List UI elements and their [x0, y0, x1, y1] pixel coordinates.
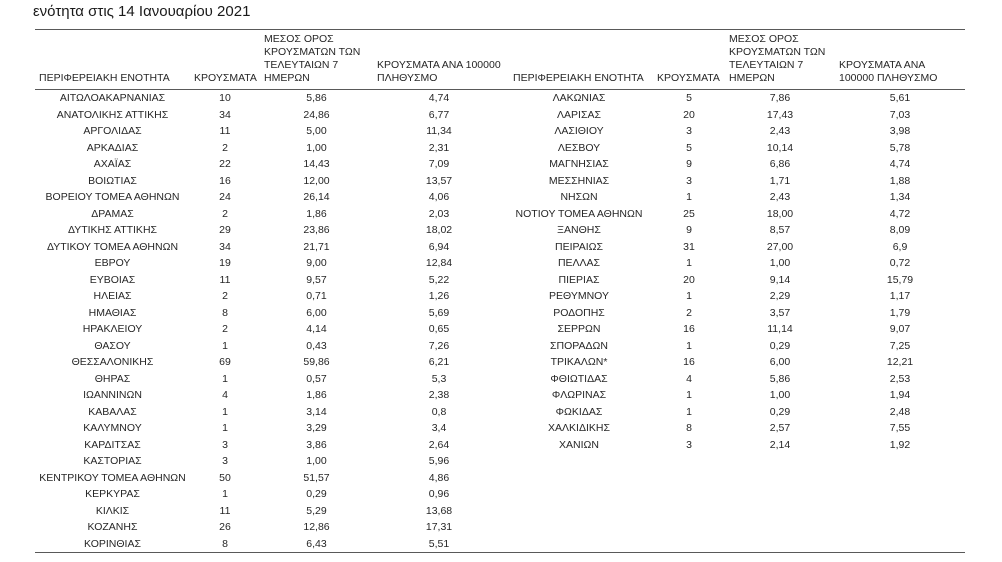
value-cell: 2,53 [889, 372, 911, 385]
region-name-cell [505, 536, 653, 553]
region-name-cell: ΑΧΑΪΑΣ [93, 158, 132, 170]
value-cell: 1,00 [306, 455, 327, 467]
value-cell [725, 536, 835, 553]
value-cell: 11 [219, 504, 231, 517]
value-cell: 4,06 [428, 191, 450, 203]
table-row [35, 420, 965, 437]
value-cell: 7,03 [889, 108, 911, 121]
value-cell: 10 [219, 92, 231, 104]
region-name-cell: ΚΑΡΔΙΤΣΑΣ [84, 438, 141, 451]
value-cell: 7,25 [889, 339, 911, 352]
value-cell: 11 [219, 273, 231, 286]
value-cell: 5,3 [431, 372, 447, 385]
value-cell: 5 [686, 141, 692, 154]
region-name-cell: ΔΥΤΙΚΟΥ ΤΟΜΕΑ ΑΘΗΝΩΝ [46, 240, 179, 253]
column-header: ΚΡΟΥΣΜΑΤΑ [190, 30, 260, 90]
value-cell: 2,29 [769, 290, 791, 302]
value-cell: 50 [219, 471, 231, 484]
column-header: ΜΕΣΟΣ ΟΡΟΣ ΚΡΟΥΣΜΑΤΩΝ ΤΩΝ ΤΕΛΕΥΤΑΙΩΝ 7 ΗΜΕΡΩΝ [260, 30, 373, 90]
region-name-cell: ΗΛΕΙΑΣ [93, 290, 132, 302]
value-cell: 5,51 [428, 537, 450, 550]
region-name-cell: ΘΑΣΟΥ [94, 339, 131, 352]
value-cell: 5,00 [306, 125, 327, 137]
table-row [35, 173, 965, 190]
value-cell: 2,31 [428, 141, 450, 154]
region-name-cell: ΗΡΑΚΛΕΙΟΥ [82, 323, 143, 335]
value-cell [653, 536, 725, 553]
value-cell: 4,74 [889, 158, 911, 170]
value-cell: 4,14 [306, 323, 327, 335]
value-cell: 2,43 [769, 125, 791, 137]
region-name-cell: ΑΡΚΑΔΙΑΣ [86, 141, 139, 154]
value-cell [835, 519, 965, 536]
value-cell: 3,86 [306, 438, 327, 451]
value-cell: 12,84 [425, 257, 453, 269]
region-name-cell: ΣΠΟΡΑΔΩΝ [550, 339, 608, 352]
value-cell [725, 519, 835, 536]
region-name-cell: ΕΒΡΟΥ [94, 257, 131, 269]
value-cell: 34 [219, 108, 231, 121]
value-cell: 7,26 [428, 339, 450, 352]
region-name-cell: ΑΙΤΩΛΟΑΚΑΡΝΑΝΙΑΣ [59, 92, 166, 104]
region-name-cell: ΔΥΤΙΚΗΣ ΑΤΤΙΚΗΣ [67, 224, 158, 236]
region-name-cell [505, 470, 653, 487]
value-cell: 6,21 [428, 356, 450, 368]
region-name-cell: ΜΑΓΝΗΣΙΑΣ [549, 158, 609, 170]
table-row [35, 354, 965, 371]
value-cell: 8,57 [769, 224, 791, 236]
value-cell: 2,48 [889, 405, 911, 418]
value-cell [725, 453, 835, 470]
region-name-cell: ΦΩΚΙΔΑΣ [555, 405, 603, 418]
region-name-cell: ΧΑΛΚΙΔΙΚΗΣ [548, 422, 610, 434]
value-cell [835, 453, 965, 470]
value-cell [653, 470, 725, 487]
value-cell: 25 [683, 207, 695, 220]
table-row [35, 255, 965, 272]
value-cell: 1,94 [889, 389, 911, 401]
value-cell: 2 [222, 290, 228, 302]
value-cell: 2 [222, 141, 228, 154]
table-row [35, 503, 965, 520]
value-cell: 11 [219, 125, 231, 137]
value-cell [725, 486, 835, 503]
value-cell: 3 [686, 125, 692, 137]
value-cell: 11,34 [426, 125, 452, 137]
value-cell: 3,57 [769, 306, 791, 319]
region-name-cell: ΣΕΡΡΩΝ [557, 323, 601, 335]
value-cell: 2 [222, 323, 228, 335]
value-cell: 2,64 [428, 438, 450, 451]
region-name-cell: ΞΑΝΘΗΣ [557, 224, 601, 236]
region-name-cell: ΠΙΕΡΙΑΣ [558, 273, 600, 286]
value-cell: 5,22 [428, 273, 450, 286]
value-cell: 59,86 [303, 356, 330, 368]
value-cell: 8 [686, 422, 692, 434]
column-header: ΚΡΟΥΣΜΑΤΑ ΑΝΑ 100000 ΠΛΗΘΥΣΜΟ [373, 30, 505, 90]
value-cell: 2,38 [428, 389, 450, 401]
region-name-cell: ΛΕΣΒΟΥ [557, 141, 601, 154]
value-cell [725, 503, 835, 520]
table-row [35, 239, 965, 256]
value-cell: 31 [683, 240, 695, 253]
value-cell: 1,88 [889, 174, 911, 187]
value-cell: 1 [686, 405, 692, 418]
table-row [35, 123, 965, 140]
value-cell: 15,79 [886, 273, 914, 286]
value-cell: 17,31 [425, 521, 453, 533]
table-row [35, 156, 965, 173]
value-cell: 13,68 [425, 504, 453, 517]
region-name-cell: ΚΕΡΚΥΡΑΣ [85, 488, 140, 500]
value-cell: 1 [222, 488, 228, 500]
value-cell: 9 [686, 224, 692, 236]
value-cell: 12,00 [303, 174, 330, 187]
table-row [35, 404, 965, 421]
region-name-cell: ΦΛΩΡΙΝΑΣ [551, 389, 607, 401]
value-cell: 69 [219, 356, 231, 368]
value-cell: 1,00 [769, 257, 791, 269]
value-cell: 10,14 [766, 141, 794, 154]
value-cell [725, 470, 835, 487]
table-row [35, 387, 965, 404]
value-cell [653, 486, 725, 503]
value-cell: 17,43 [766, 108, 794, 121]
value-cell [835, 486, 965, 503]
region-name-cell: ΗΜΑΘΙΑΣ [88, 306, 137, 319]
value-cell: 13,57 [425, 174, 453, 187]
value-cell: 18,02 [425, 224, 453, 236]
value-cell: 2 [222, 207, 228, 220]
value-cell: 1,17 [889, 290, 911, 302]
value-cell: 9,00 [306, 257, 327, 269]
column-header: ΜΕΣΟΣ ΟΡΟΣ ΚΡΟΥΣΜΑΤΩΝ ΤΩΝ ΤΕΛΕΥΤΑΙΩΝ 7 ΗΜΕΡΩΝ [725, 30, 835, 90]
value-cell: 7,55 [889, 422, 911, 434]
value-cell: 1 [222, 372, 228, 385]
value-cell: 9 [686, 158, 692, 170]
value-cell: 19 [219, 257, 231, 269]
value-cell: 24 [219, 191, 231, 203]
value-cell: 6,86 [769, 158, 791, 170]
value-cell: 5,96 [428, 455, 450, 467]
value-cell: 1,86 [306, 389, 327, 401]
value-cell: 3,98 [889, 125, 911, 137]
value-cell: 3 [222, 438, 228, 451]
value-cell: 20 [683, 273, 695, 286]
table-row [35, 107, 965, 124]
value-cell: 1 [686, 389, 692, 401]
region-name-cell: ΑΡΓΟΛΙΔΑΣ [83, 125, 142, 137]
region-name-cell: ΚΕΝΤΡΙΚΟΥ ΤΟΜΕΑ ΑΘΗΝΩΝ [39, 471, 186, 484]
region-name-cell [505, 503, 653, 520]
table-row [35, 288, 965, 305]
value-cell: 0,65 [428, 323, 450, 335]
table-header-row [35, 30, 965, 90]
value-cell: 51,57 [303, 471, 330, 484]
value-cell: 6,94 [428, 240, 450, 253]
table-row [35, 453, 965, 470]
region-name-cell: ΛΑΡΙΣΑΣ [557, 108, 601, 121]
value-cell: 0,96 [428, 488, 450, 500]
value-cell: 5,29 [306, 504, 327, 517]
column-header: ΚΡΟΥΣΜΑΤΑ ΑΝΑ 100000 ΠΛΗΘΥΣΜΟ [835, 30, 965, 90]
region-name-cell: ΔΡΑΜΑΣ [91, 207, 134, 220]
value-cell: 12,21 [886, 356, 914, 368]
value-cell: 3,14 [306, 405, 327, 418]
value-cell: 4,72 [889, 207, 911, 220]
value-cell: 0,72 [889, 257, 911, 269]
region-name-cell: ΘΕΣΣΑΛΟΝΙΚΗΣ [71, 356, 154, 368]
intro-text: ενότητα στις 14 Ιανουαρίου 2021 [33, 3, 251, 20]
value-cell: 1,26 [428, 290, 450, 302]
region-name-cell: ΚΑΒΑΛΑΣ [88, 405, 137, 418]
value-cell: 26,14 [303, 191, 330, 203]
region-name-cell [505, 519, 653, 536]
value-cell: 9,57 [306, 273, 327, 286]
value-cell: 6,9 [892, 240, 908, 253]
value-cell: 1 [686, 339, 692, 352]
region-name-cell: ΛΑΣΙΘΙΟΥ [554, 125, 604, 137]
value-cell: 3,4 [431, 422, 447, 434]
region-name-cell: ΦΘΙΩΤΙΔΑΣ [550, 372, 608, 385]
column-header: ΠΕΡΙΦΕΡΕΙΑΚΗ ΕΝΟΤΗΤΑ [35, 30, 190, 90]
value-cell: 0,57 [306, 372, 327, 385]
region-name-cell: ΘΗΡΑΣ [94, 372, 131, 385]
region-name-cell [505, 486, 653, 503]
value-cell: 1 [222, 422, 228, 434]
table-row [35, 90, 965, 107]
value-cell: 34 [219, 240, 231, 253]
value-cell: 2,43 [769, 191, 791, 203]
value-cell: 1 [686, 290, 692, 302]
value-cell: 24,86 [303, 108, 330, 121]
regional-cases-table [35, 29, 965, 553]
value-cell: 3,29 [306, 422, 327, 434]
table-row [35, 140, 965, 157]
value-cell: 8 [222, 306, 228, 319]
table-row [35, 519, 965, 536]
region-name-cell: ΒΟΡΕΙΟΥ ΤΟΜΕΑ ΑΘΗΝΩΝ [45, 191, 180, 203]
value-cell: 1 [686, 191, 692, 203]
table-row [35, 536, 965, 553]
value-cell: 4,74 [428, 92, 450, 104]
region-name-cell: ΛΑΚΩΝΙΑΣ [552, 92, 606, 104]
value-cell: 11,14 [767, 323, 793, 335]
table-row [35, 486, 965, 503]
region-name-cell [505, 453, 653, 470]
value-cell: 9,14 [769, 273, 791, 286]
value-cell: 1 [222, 405, 228, 418]
column-header: ΚΡΟΥΣΜΑΤΑ [653, 30, 725, 90]
table-row [35, 272, 965, 289]
value-cell: 1 [222, 339, 228, 352]
value-cell: 29 [219, 224, 231, 236]
value-cell: 8,09 [889, 224, 911, 236]
value-cell: 20 [683, 108, 695, 121]
column-header: ΠΕΡΙΦΕΡΕΙΑΚΗ ΕΝΟΤΗΤΑ [505, 30, 653, 90]
value-cell: 0,29 [769, 339, 791, 352]
region-name-cell: ΚΑΛΥΜΝΟΥ [83, 422, 142, 434]
value-cell: 16 [219, 174, 231, 187]
value-cell: 23,86 [303, 224, 330, 236]
value-cell: 6,00 [306, 306, 327, 319]
value-cell [835, 536, 965, 553]
value-cell: 6,77 [428, 108, 450, 121]
table-row [35, 189, 965, 206]
value-cell: 0,8 [431, 405, 447, 418]
value-cell: 22 [219, 158, 231, 170]
value-cell: 4,86 [428, 471, 450, 484]
value-cell: 6,43 [306, 537, 327, 550]
value-cell: 3 [686, 174, 692, 187]
value-cell: 0,71 [306, 290, 327, 302]
region-name-cell: ΤΡΙΚΑΛΩΝ* [550, 356, 608, 368]
value-cell: 2,57 [769, 422, 791, 434]
value-cell: 4 [686, 372, 692, 385]
value-cell: 0,29 [306, 488, 327, 500]
table-row [35, 470, 965, 487]
value-cell: 27,00 [766, 240, 794, 253]
region-name-cell: ΙΩΑΝΝΙΝΩΝ [83, 389, 142, 401]
value-cell: 1,86 [306, 207, 327, 220]
region-name-cell: ΕΥΒΟΙΑΣ [89, 273, 136, 286]
value-cell: 18,00 [766, 207, 794, 220]
region-name-cell: ΜΕΣΣΗΝΙΑΣ [548, 174, 610, 187]
value-cell: 1,34 [889, 191, 911, 203]
value-cell: 16 [683, 356, 695, 368]
value-cell: 1,71 [769, 174, 791, 187]
region-name-cell: ΝΟΤΙΟΥ ΤΟΜΕΑ ΑΘΗΝΩΝ [515, 207, 643, 220]
region-name-cell: ΚΑΣΤΟΡΙΑΣ [83, 455, 142, 467]
region-name-cell: ΒΟΙΩΤΙΑΣ [88, 174, 137, 187]
value-cell: 5,78 [889, 141, 911, 154]
value-cell: 26 [219, 521, 231, 533]
value-cell: 2 [686, 306, 692, 319]
value-cell: 7,09 [428, 158, 450, 170]
value-cell: 1,92 [889, 438, 911, 451]
value-cell [835, 503, 965, 520]
value-cell: 1,00 [769, 389, 791, 401]
value-cell [653, 453, 725, 470]
region-name-cell: ΡΕΘΥΜΝΟΥ [548, 290, 609, 302]
value-cell: 4 [222, 389, 228, 401]
value-cell: 1,00 [306, 141, 327, 154]
value-cell: 16 [683, 323, 695, 335]
table-row [35, 437, 965, 454]
value-cell [653, 503, 725, 520]
table-row [35, 222, 965, 239]
value-cell: 5,86 [306, 92, 327, 104]
region-name-cell: ΚΟΖΑΝΗΣ [87, 521, 138, 533]
value-cell [835, 470, 965, 487]
table-body [35, 90, 965, 553]
value-cell: 6,00 [769, 356, 791, 368]
value-cell [653, 519, 725, 536]
table-row [35, 371, 965, 388]
region-name-cell: ΑΝΑΤΟΛΙΚΗΣ ΑΤΤΙΚΗΣ [56, 108, 169, 121]
value-cell: 3 [222, 455, 228, 467]
table-row [35, 206, 965, 223]
value-cell: 5 [686, 92, 692, 104]
value-cell: 21,71 [303, 240, 330, 253]
region-name-cell: ΚΙΛΚΙΣ [95, 504, 130, 517]
table-row [35, 305, 965, 322]
value-cell: 1 [686, 257, 692, 269]
region-name-cell: ΧΑΝΙΩΝ [559, 438, 599, 451]
value-cell: 3 [686, 438, 692, 451]
value-cell: 9,07 [889, 323, 911, 335]
region-name-cell: ΚΟΡΙΝΘΙΑΣ [84, 537, 141, 550]
value-cell: 8 [222, 537, 228, 550]
region-name-cell: ΠΕΛΛΑΣ [557, 257, 601, 269]
region-name-cell: ΝΗΣΩΝ [560, 191, 598, 203]
region-name-cell: ΠΕΙΡΑΙΩΣ [555, 240, 603, 253]
value-cell: 12,86 [303, 521, 330, 533]
value-cell: 5,69 [428, 306, 450, 319]
value-cell: 0,29 [769, 405, 791, 418]
value-cell: 1,79 [889, 306, 911, 319]
table-row [35, 321, 965, 338]
value-cell: 5,86 [769, 372, 791, 385]
value-cell: 7,86 [769, 92, 791, 104]
region-name-cell: ΡΟΔΟΠΗΣ [553, 306, 605, 319]
value-cell: 5,61 [889, 92, 911, 104]
value-cell: 14,43 [303, 158, 330, 170]
value-cell: 2,14 [769, 438, 791, 451]
table-row [35, 338, 965, 355]
value-cell: 0,43 [306, 339, 327, 352]
value-cell: 2,03 [428, 207, 450, 220]
